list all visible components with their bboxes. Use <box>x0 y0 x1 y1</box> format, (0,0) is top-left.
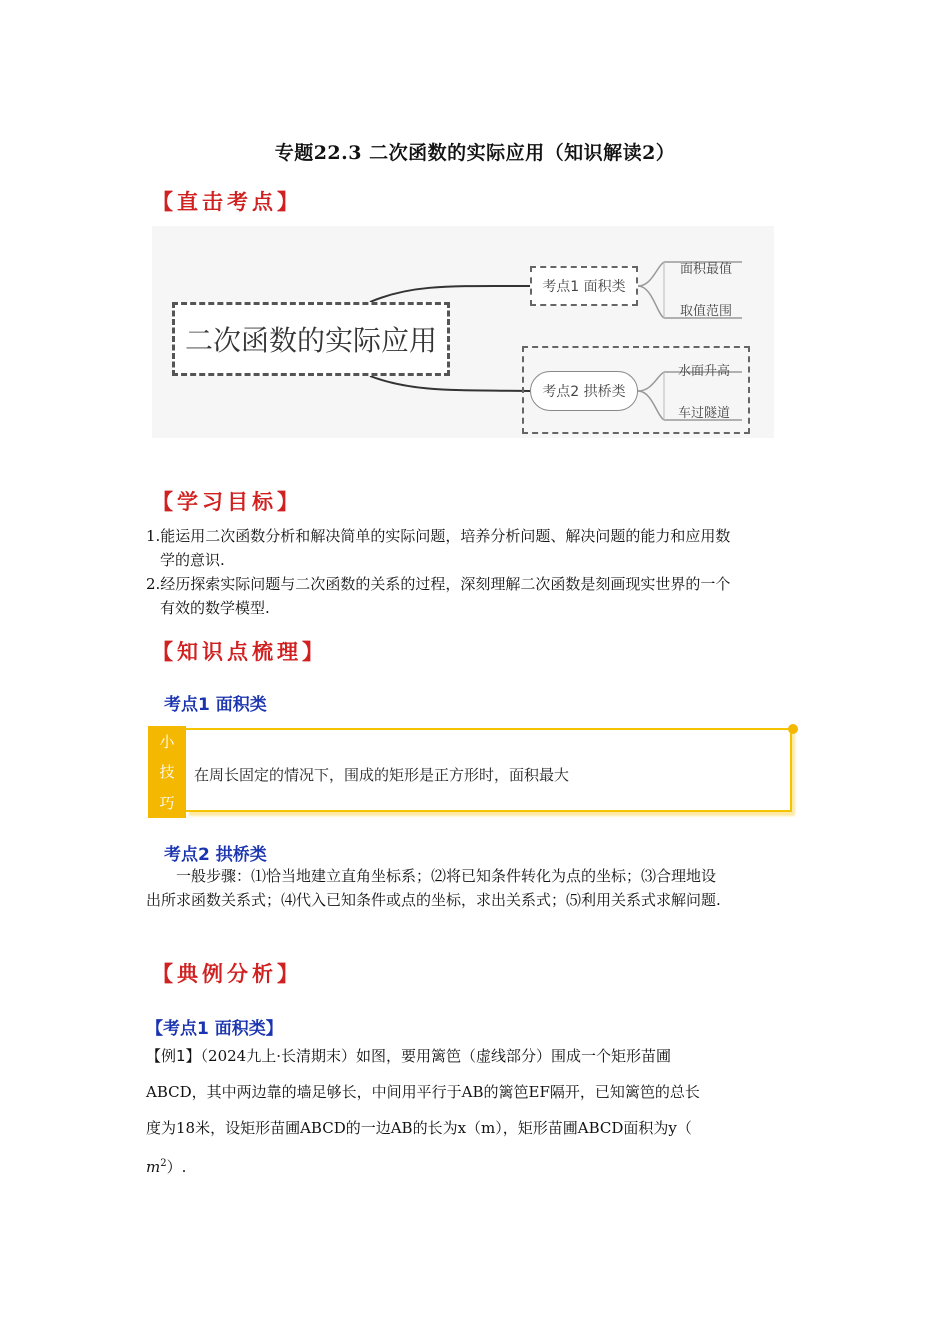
knowledge-point-1-heading: 考点1 面积类 <box>164 695 267 715</box>
kp2-line: 出所求函数关系式；⑷代入已知条件或点的坐标，求出关系式；⑸利用关系式求解问题. <box>146 891 721 909</box>
example-1 <box>146 1038 816 1185</box>
mind-map-leaf: 车过隧道 <box>678 406 731 421</box>
mind-map-node-arch: 考点2 拱桥类 <box>530 371 638 411</box>
unit-variable: m <box>146 1158 161 1176</box>
tip-label <box>148 726 186 818</box>
example-line: 度为18米，设矩形苗圃ABCD的一边AB的长为x（m），矩形苗圃ABCD面积为y（ <box>146 1119 692 1137</box>
tip-decoration <box>788 724 798 734</box>
example-label: 【例1】 <box>146 1047 201 1065</box>
tip-label-char: 技 <box>159 763 175 782</box>
mind-map-leaf: 水面升高 <box>678 364 731 379</box>
tip-text: 在周长固定的情况下，围成的矩形是正方形时，面积最大 <box>186 728 792 812</box>
goal-line: 2.经历探索实际问题与二次函数的关系的过程，深刻理解二次函数是刻画现实世界的一个 <box>146 575 731 593</box>
example-section-heading: 【考点1 面积类】 <box>146 1019 283 1039</box>
mind-map-root: 二次函数的实际应用 <box>172 302 450 376</box>
example-line: 【例1】（2024九上·长清期末）如图，要用篱笆（虚线部分）围成一个矩形苗圃 <box>146 1047 671 1065</box>
page-title: 专题22.3 二次函数的实际应用（知识解读2） <box>274 142 676 164</box>
mind-map-leaf: 取值范围 <box>680 304 733 319</box>
kp2-line: 一般步骤：⑴恰当地建立直角坐标系；⑵将已知条件转化为点的坐标；⑶合理地设 <box>176 867 717 885</box>
goal-line: 学的意识. <box>160 551 225 569</box>
section-heading-examples: 【典例分析】 <box>152 961 302 986</box>
section-heading-knowledge: 【知识点梳理】 <box>152 639 327 664</box>
unit-exponent: 2 <box>160 1158 167 1169</box>
example-line: ABCD，其中两边靠的墙足够长，中间用平行于AB的篱笆EF隔开，已知篱笆的总长 <box>146 1083 700 1101</box>
section-heading-goals: 【学习目标】 <box>152 489 302 514</box>
tip-label-char: 巧 <box>159 794 175 813</box>
tip-label-char: 小 <box>159 732 175 751</box>
mind-map-node-area: 考点1 面积类 <box>530 266 638 306</box>
knowledge-point-2-text <box>146 864 816 912</box>
knowledge-point-2-heading: 考点2 拱桥类 <box>164 845 267 865</box>
mind-map-leaf: 面积最值 <box>680 262 733 277</box>
goal-line: 有效的数学模型. <box>160 599 270 617</box>
example-line: $m^2$）. <box>146 1158 187 1176</box>
section-heading-direct: 【直击考点】 <box>152 189 302 214</box>
tip-box <box>148 726 798 818</box>
mind-map <box>152 226 774 438</box>
goals-list <box>146 524 816 620</box>
goal-line: 1.能运用二次函数分析和解决简单的实际问题，培养分析问题、解决问题的能力和应用数 <box>146 527 731 545</box>
